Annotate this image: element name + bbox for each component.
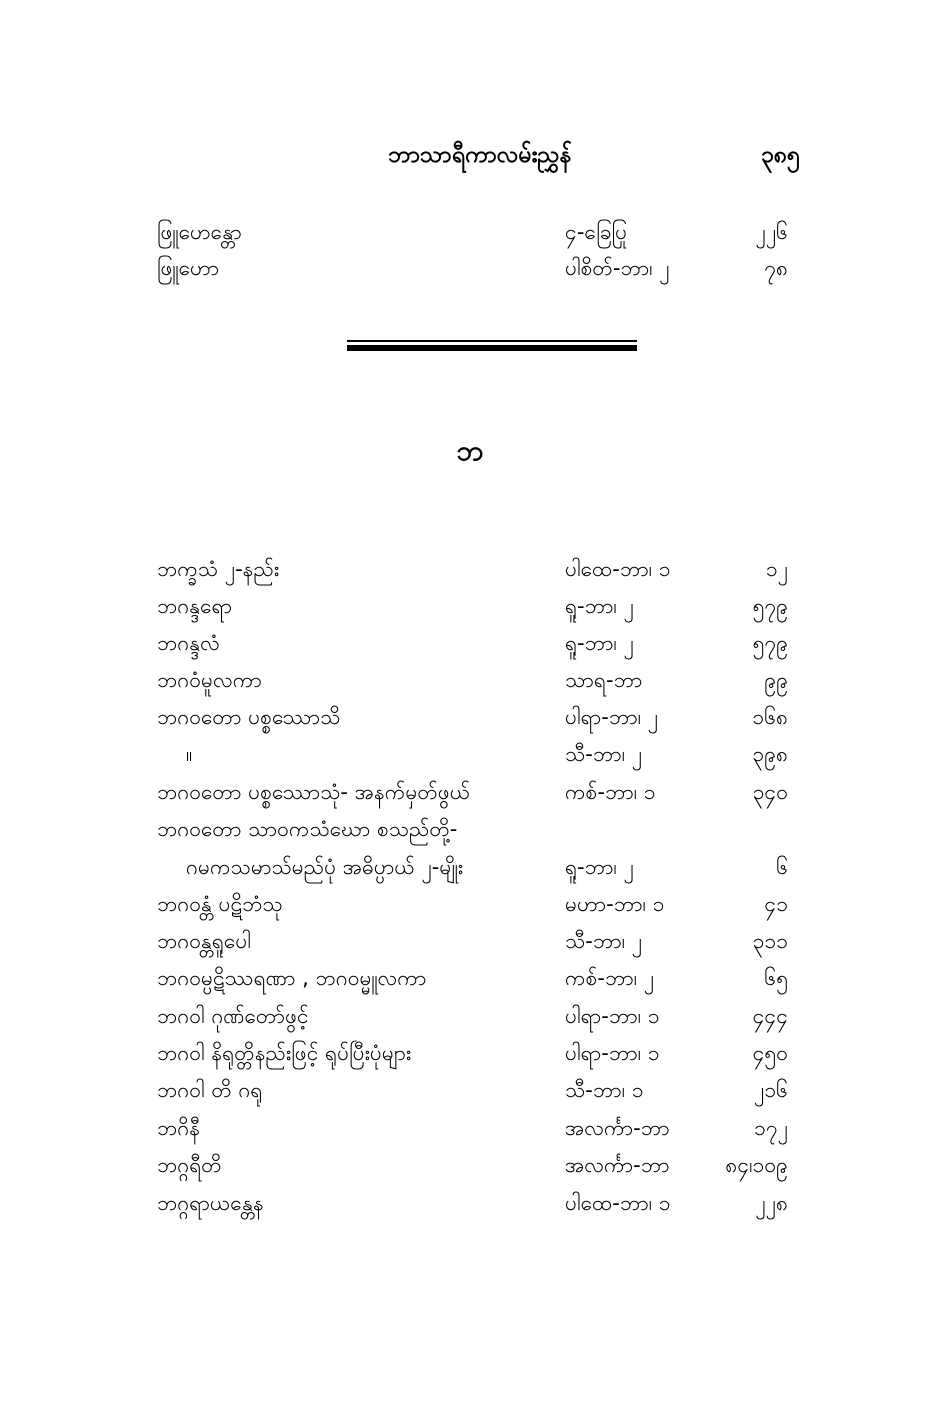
entry-page: ၂၂၈ [755,1191,788,1215]
entry-source: ရူ-ဘာ၊ ၂ [565,631,634,655]
entry-source: ရူ-ဘာ၊ ၂ [565,594,634,618]
entry-term: ဖြူဟော [157,256,220,280]
entry-page: ၁၆၈ [752,705,788,729]
entry-term: ဘဂဝမ္ပဋိဿရဏာ , ဘဂဝမ္မူလကာ [157,966,427,990]
page-number: ၃၈၅ [760,142,800,168]
entry-term-ditto: ။ [186,742,193,766]
index-entry [0,885,940,923]
entry-page: ၄၅၀ [752,1041,788,1065]
entry-term: ဘဂ္ဂရီတိ [157,1153,222,1177]
entry-page: ၂၂၆ [755,220,788,244]
entry-page: ၆၅ [764,966,788,990]
entry-source: သီ-ဘာ၊ ၁ [565,1078,644,1102]
entry-term: ဘဂဝတော ပစ္စဿောသိ [157,705,341,729]
entry-term: ဘဂဝါ တိ ဂရု [157,1078,263,1102]
index-entry [0,1109,940,1147]
entry-term-continuation: ဂမကသမာသ်မည်ပုံ အဓိပ္ပာယ် ၂-မျိုး [186,855,464,879]
index-entry [0,810,940,848]
entry-page: ၃၁၁ [752,929,788,953]
section-divider-thin [347,340,637,342]
entry-term: ဘက္ခသံ ၂-နည်း [157,557,280,581]
entry-term: ဘဂဝံမူလကာ [157,668,262,692]
entry-page: ၅၇၉ [752,594,788,618]
entry-term: ဘဂဝန္တံ ပဋိဘံသု [157,892,283,916]
entry-page: ၈၄၊၁၀၉ [725,1153,788,1177]
entry-source: ပါစိတ်-ဘာ၊ ၂ [565,256,670,280]
index-entry [0,550,940,588]
entry-page: ၁၂ [765,557,788,581]
index-entry [0,1071,940,1109]
entry-term: ဘဂဝတော ပစ္စဿောသုံ- အနက်မှတ်ဖွယ် [157,780,471,804]
entry-term: ဘဂ္ဂရာယန္တေန [157,1191,264,1215]
entry-source: သီ-ဘာ၊ ၂ [565,929,643,953]
index-entry [0,959,940,997]
index-entry [0,735,940,773]
index-entry [0,1146,940,1184]
entry-term: ဘဂဝန္တရူပေါ [157,929,251,953]
entry-page: ၃၉၈ [752,742,788,766]
section-divider-thick [347,345,637,351]
entry-source: အလင်္ကာ-ဘာ [565,1116,670,1140]
entry-source: မဟာ-ဘာ၊ ၁ [565,892,665,916]
entry-page: ၅၇၉ [752,631,788,655]
entry-page: ၄၁ [764,892,788,916]
entry-source: ပါထေ-ဘာ၊ ၁ [565,557,671,581]
index-entry [0,1034,940,1072]
entry-source: သာရ-ဘာ [565,668,643,692]
entry-source: အလင်္ကာ-ဘာ [565,1153,670,1177]
entry-source: ပါရာ-ဘာ၊ ၁ [565,1041,660,1065]
index-entry [0,1184,940,1222]
entry-source: ပါထေ-ဘာ၊ ၁ [565,1191,671,1215]
entry-page: ၉၉ [764,668,788,692]
index-entry [0,997,940,1035]
entry-source: ကစ်-ဘာ၊ ၂ [565,966,655,990]
index-entry [0,922,940,960]
entry-term: ဘဂဝါ နိရုတ္တိနည်းဖြင့် ရုပ်ပြီးပုံများ [157,1041,412,1065]
entry-source: ပါရာ-ဘာ၊ ၁ [565,1004,660,1028]
index-entry [0,773,940,811]
entry-term: ဘဂဝါ ဂုဏ်တော်ဖွင့် [157,1004,309,1028]
entry-term: ဘဂန္ဒလံ [157,631,220,655]
entry-page: ၃၄၀ [752,780,788,804]
entry-source: ကစ်-ဘာ၊ ၁ [565,780,656,804]
index-entry [0,213,940,251]
entry-term: ဘဂိနီ [157,1116,201,1140]
index-entry [0,698,940,736]
entry-term: ဘဂဝတော သာဝကသံဃော စသည်တို့- [157,817,458,841]
entry-source: ရူ-ဘာ၊ ၂ [565,855,634,879]
entry-term: ဘဂန္ဒရော [157,594,233,618]
entry-page: ၄၄၄ [752,1004,788,1028]
section-heading-letter: ဘ [456,434,484,467]
entry-source: ပါရာ-ဘာ၊ ၂ [565,705,659,729]
index-entry [0,848,940,886]
entry-page: ၇၈ [764,256,788,280]
index-entry [0,249,940,287]
index-entry [0,587,940,625]
index-entry [0,624,940,662]
entry-source: ၄-ခြေပြု [565,220,628,244]
entry-page: ၆ [776,855,788,879]
index-entry [0,661,940,699]
running-header-title: ဘာသာရီကာလမ်းညွှန် [388,142,572,168]
entry-term: ဖြူဟေန္တော [157,220,242,244]
entry-page: ၂၁၆ [754,1078,788,1102]
entry-page: ၁၇၂ [754,1116,788,1140]
entry-source: သီ-ဘာ၊ ၂ [565,742,643,766]
